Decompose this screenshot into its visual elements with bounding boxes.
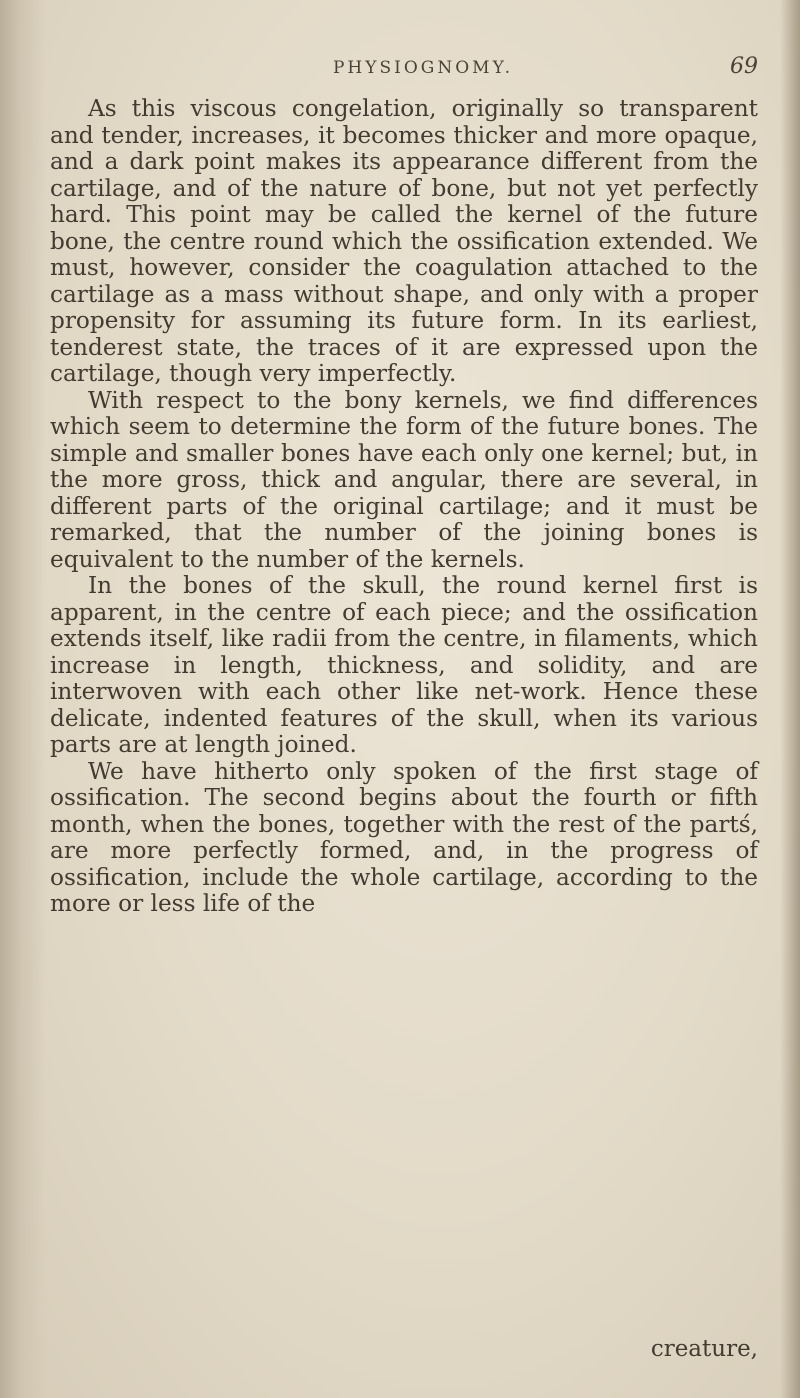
page-header — [88, 54, 758, 90]
page-edge — [780, 0, 800, 1398]
paragraph: As this viscous congelation, originally so transparent and tender, increases, it becomes thicker and more opaque, and a dark point makes its appearance different from the cartilage, and of the nature of bone, but not yet perfectly hard. This point may be called the kernel of the future bone, the centre round which the ossification extended. We must, however, consider the coagulation attached to the cartilage as a mass without shape, and only with a proper propensity for assuming its future form. In its earliest, tenderest state, the traces of it are expressed upon the cartilage, though very imperfectly. — [50, 95, 758, 387]
page-number: 69 — [730, 54, 758, 79]
paragraph: In the bones of the skull, the round kernel first is apparent, in the centre of each piece; and the ossification extends itself, like radii from the centre, in filaments, which increase in length, thickness, and solidity, and are interwoven with each other like net-work. Hence these delicate, indented features of the skull, when its various parts are at length joined. — [50, 572, 758, 758]
running-head: PHYSIOGNOMY. — [332, 58, 514, 78]
paragraph: With respect to the bony kernels, we find differences which seem to determine the form of the future bones. The simple and smaller bones have each only one kernel; but, in the more gross, thick and angular, there are several, in different parts of the original cartilage; and it must be remarked, that the number of the joining bones is equivalent to the number of the kernels. — [50, 386, 758, 573]
body-text — [50, 96, 758, 918]
binding-gutter — [0, 0, 46, 1398]
paragraph: We have hitherto only spoken of the first stage of ossification. The second begins about the fourth or fifth month, when the bones, together with the rest of the partś, are more perfectly formed, and, in the progress of ossification, include the whole cartilage, according to the more or less life of the — [50, 757, 758, 917]
catchword: creature, — [650, 1336, 758, 1362]
